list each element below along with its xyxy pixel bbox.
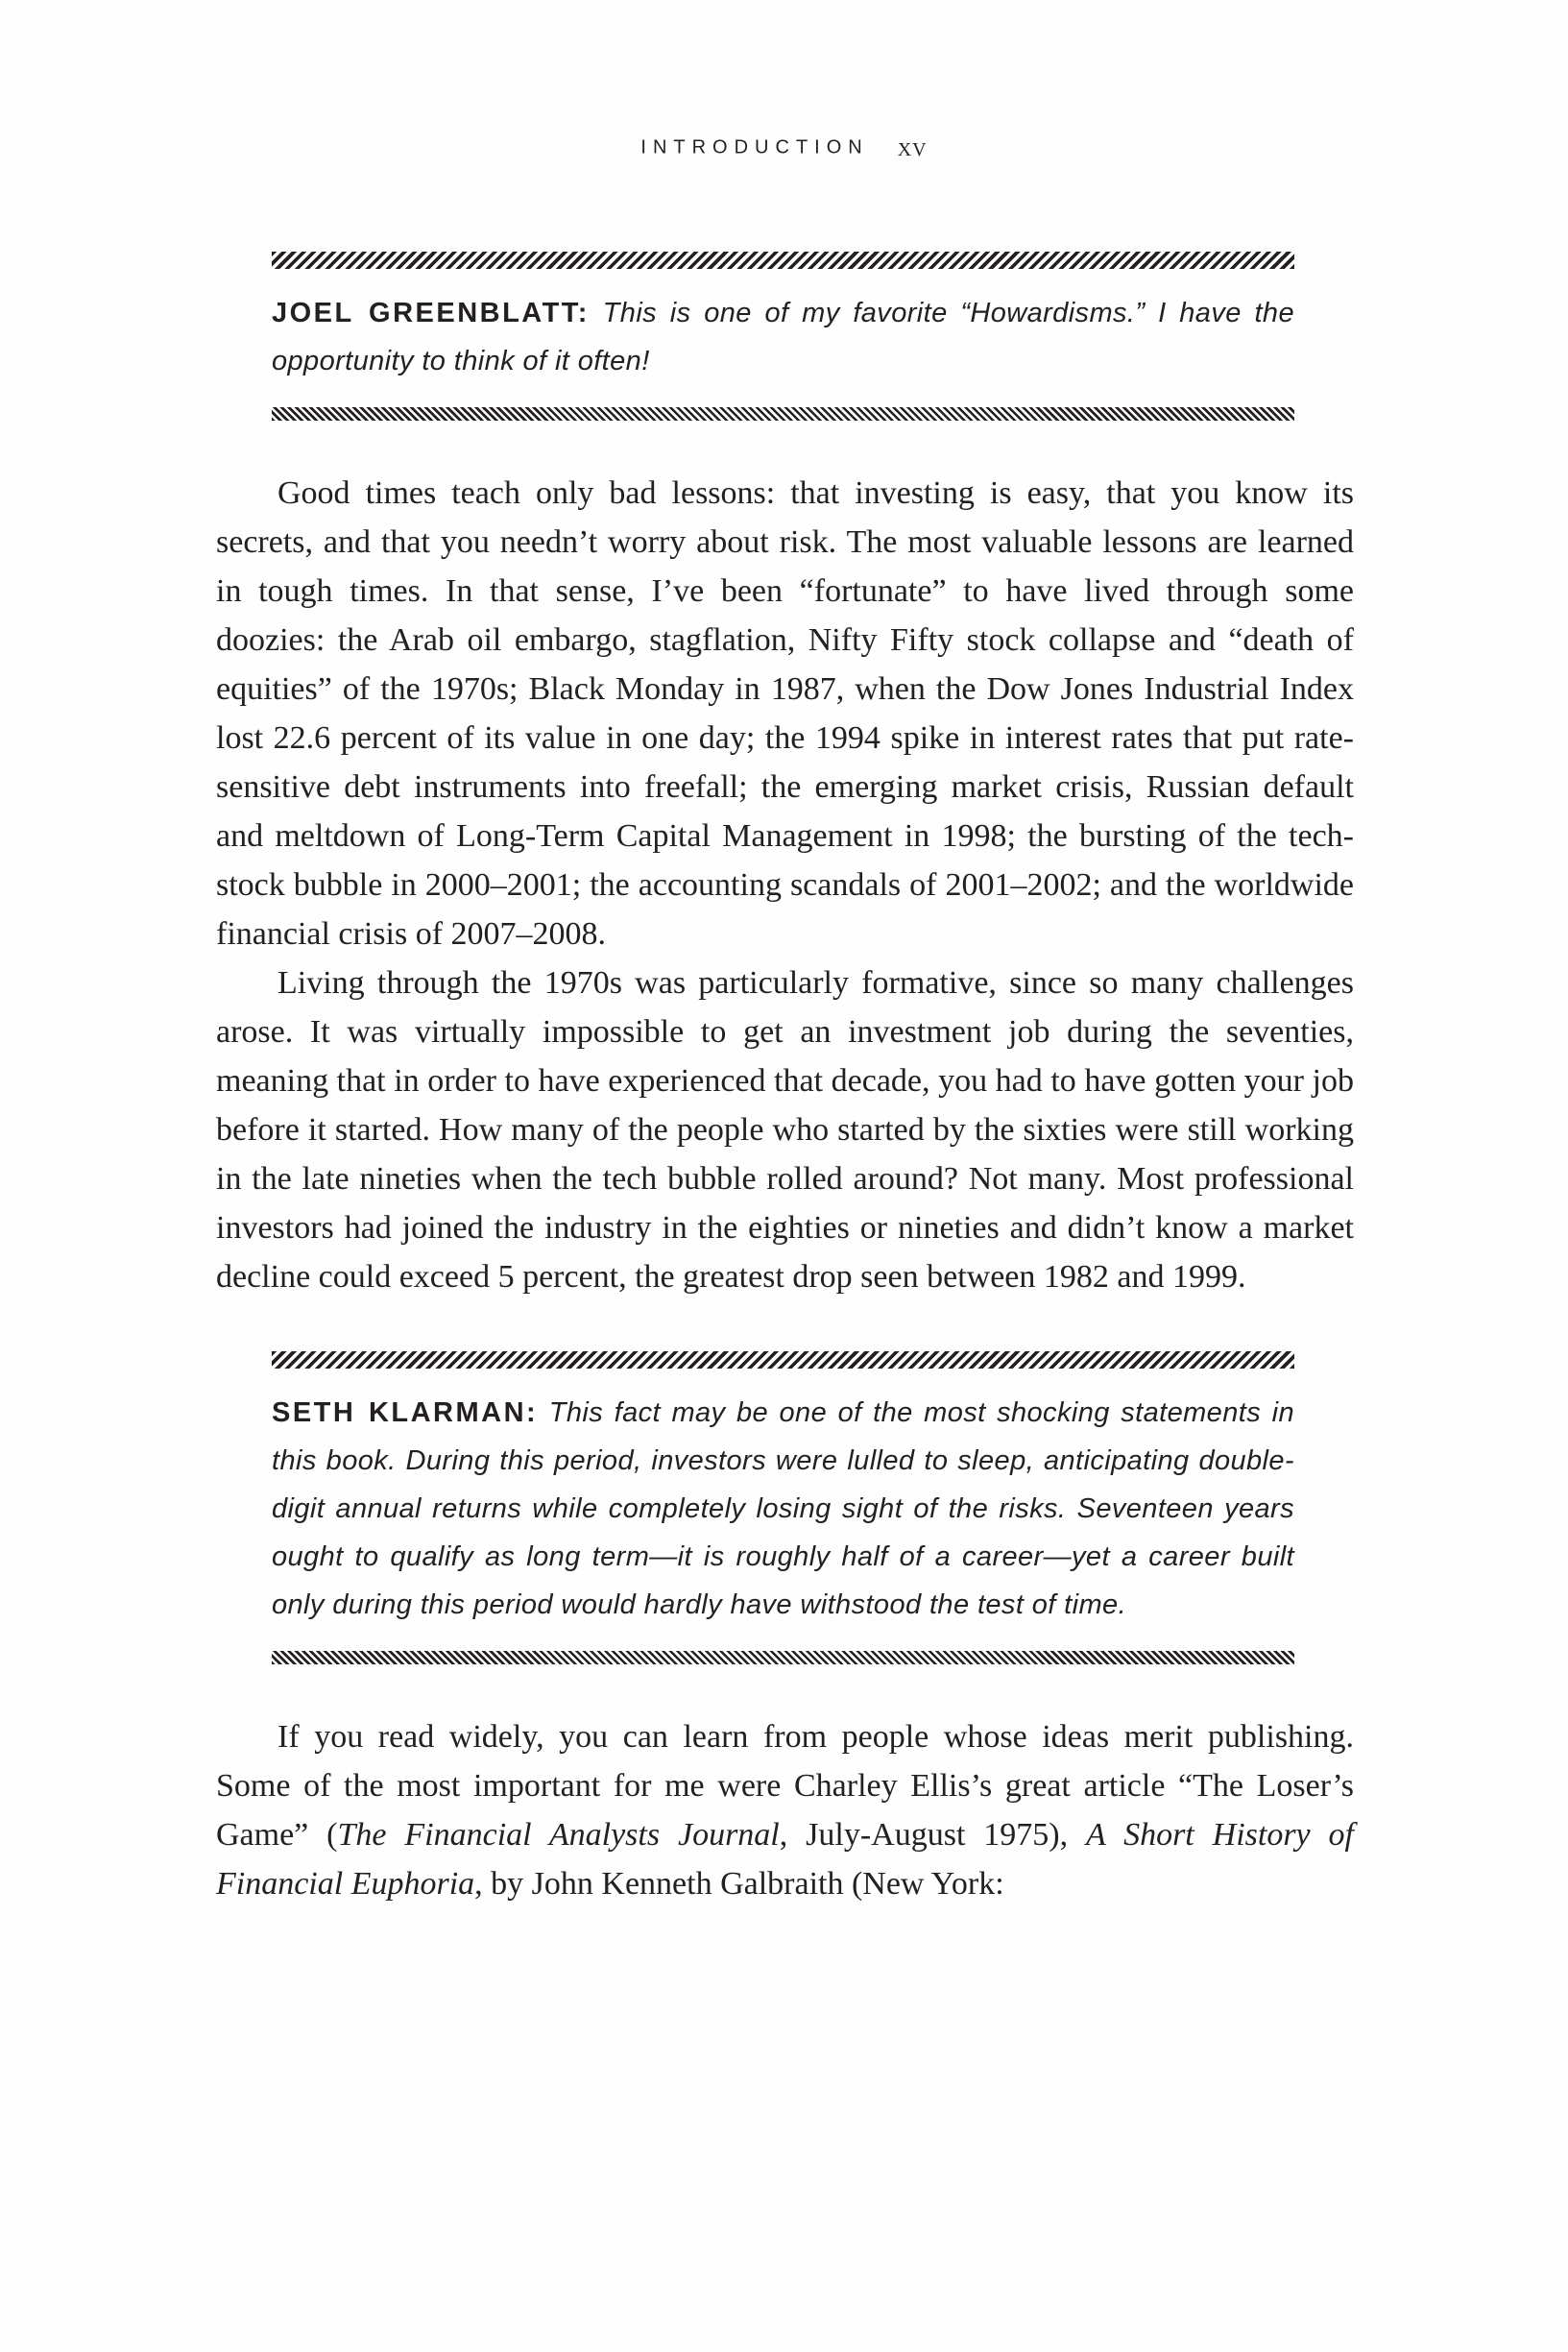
italic-text-segment: The Financial Analysts Journal <box>337 1817 780 1853</box>
section-title: INTRODUCTION <box>640 136 869 158</box>
annotation-paragraph <box>272 1389 1294 1629</box>
text-segment: , July-August 1975), <box>779 1817 1087 1853</box>
body-paragraph-if-you-read <box>216 1712 1354 1908</box>
hatch-divider-bottom <box>272 1651 1294 1664</box>
italic-text-segment: A Short History of Financial Euphoria <box>216 1817 1354 1902</box>
annotation-comment: This fact may be one of the most shocking statements in this book. During this period, investors were lulled to sleep, anticipating double-digit annual returns while completely losing sight of the risks. Seventeen years ought to qualify as long term—it is roughly half of a career—yet a career built only during this period would hardly have withstood the test of time. <box>272 1397 1294 1620</box>
text-column <box>216 252 1354 1908</box>
running-header <box>0 0 1568 163</box>
annotation-seth-klarman <box>272 1351 1294 1664</box>
annotation-joel-greenblatt <box>272 252 1294 421</box>
annotation-paragraph <box>272 289 1294 385</box>
text-segment: Good times teach only bad lessons: that investing is easy, that you know its secrets, and that you needn’t worry about risk. The most valuable lessons are learned in tough times. In that sense, I’ve been “fortunate” to have lived through some doozies: the Arab oil embargo, stagflation, Nifty Fifty stock collapse and “death of equities” of the 1970s; Black Monday in 1987, when the Dow Jones Industrial Index lost 22.6 percent of its value in one day; the 1994 spike in interest rates that put rate-sensitive debt instruments into freefall; the emerging market crisis, Russian default and meltdown of Long-Term Capital Management in 1998; the bursting of the tech-stock bubble in 2000–2001; the accounting scandals of 2001–2002; and the worldwide financial crisis of 2007–2008. <box>216 475 1354 952</box>
body-paragraph-living-through <box>216 958 1354 1301</box>
body-paragraph-good-times <box>216 469 1354 958</box>
hatch-divider-top <box>272 1351 1294 1369</box>
text-segment: Living through the 1970s was particularly formative, since so many challenges arose. It was virtually impossible to get an investment job during the seventies, meaning that in order to have experienced that decade, you had to have gotten your job before it started. How many of the people who started by the sixties were still working in the late nineties when the tech bubble rolled around? Not many. Most professional investors had joined the industry in the eighties or nineties and didn’t know a market decline could exceed 5 percent, the greatest drop seen between 1982 and 1999. <box>216 965 1354 1295</box>
annotation-speaker: SETH KLARMAN: <box>272 1397 539 1428</box>
hatch-divider-bottom <box>272 407 1294 421</box>
annotation-speaker: JOEL GREENBLATT: <box>272 298 590 328</box>
text-segment: If you read widely, you can learn from people whose ideas merit publishing. Some of the most important for me were Charley Ellis’s great article “The Loser’s Game” ( <box>216 1719 1354 1853</box>
annotation-comment: This is one of my favorite “Howardisms.” I have the opportunity to think of it often! <box>272 298 1294 376</box>
hatch-divider-top <box>272 252 1294 269</box>
page-number: xv <box>897 133 928 162</box>
text-segment: , by John Kenneth Galbraith (New York: <box>474 1866 1004 1902</box>
